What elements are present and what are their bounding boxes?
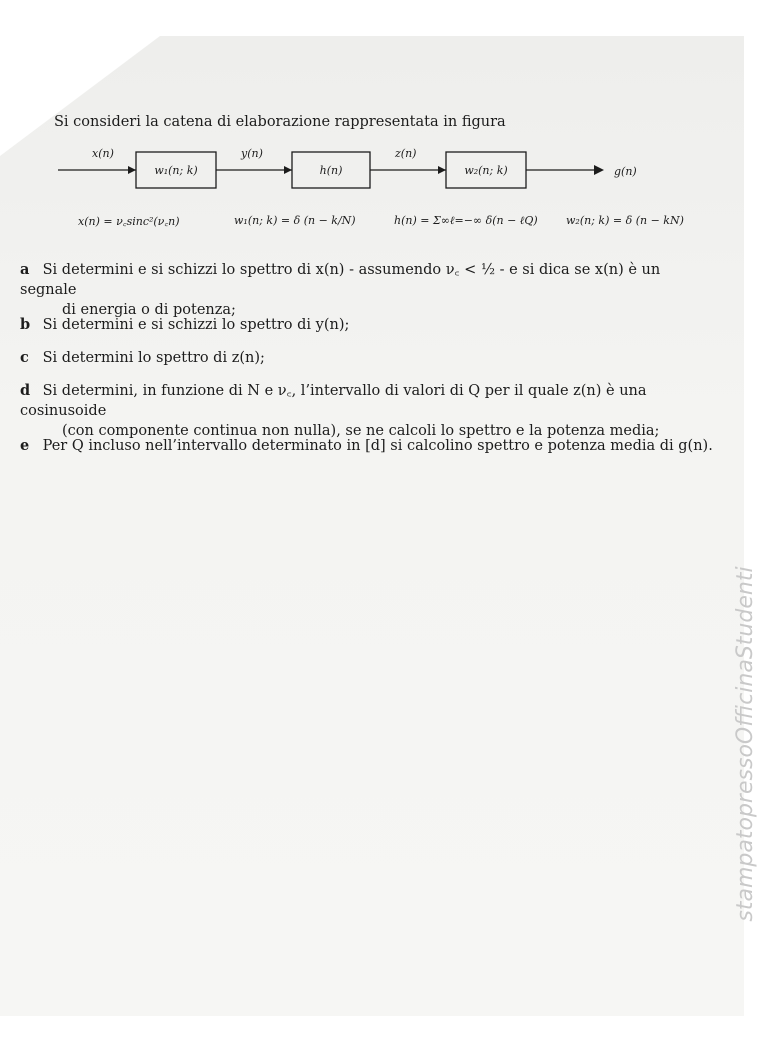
arrow-icon xyxy=(128,166,136,174)
question-text: Si determini lo spettro di z(n); xyxy=(42,350,265,366)
question-text-cont: di energia o di potenza; xyxy=(62,302,236,318)
def-w2: w₂(n; k) = δ (n − kN) xyxy=(566,214,684,227)
signal-z-label: z(n) xyxy=(395,147,417,160)
question-letter: e xyxy=(20,437,30,454)
question-letter: c xyxy=(20,349,29,366)
question-text: Si determini e si schizzi lo spettro di x(n) - assumendo ν꜀ < ½ - e si dica se x(n) è un segnale xyxy=(20,262,661,298)
question-c xyxy=(20,348,720,368)
signal-g-label: g(n) xyxy=(614,165,637,178)
question-a xyxy=(20,260,720,320)
question-e xyxy=(20,436,720,456)
question-text-cont: (con componente continua non nulla), se ne calcoli lo spettro e la potenza media; xyxy=(62,423,660,439)
def-x: x(n) = ν꜀sinc²(ν꜀n) xyxy=(78,215,180,228)
question-text: Si determini, in funzione di N e ν꜀, l’intervallo di valori di Q per il quale z(n) è una cosinusoide xyxy=(20,383,647,419)
question-letter: a xyxy=(20,261,30,278)
question-text: Per Q incluso nell’intervallo determinato in [d] si calcolino spettro e potenza media di g(n). xyxy=(42,438,713,454)
def-h: h(n) = Σ∞ℓ=−∞ δ(n − ℓQ) xyxy=(394,214,538,227)
watermark xyxy=(726,554,766,934)
watermark-part2: OfficinaStudenti xyxy=(733,566,758,745)
question-d xyxy=(20,381,720,441)
block-h-label: h(n) xyxy=(319,164,343,177)
arrow-icon xyxy=(594,165,604,175)
watermark-part1: stampatopresso xyxy=(733,744,758,922)
signal-x-label: x(n) xyxy=(92,147,114,160)
signal-y-label: y(n) xyxy=(241,147,263,160)
question-letter: b xyxy=(20,316,31,333)
arrow-icon xyxy=(284,166,292,174)
arrow-icon xyxy=(438,166,446,174)
question-b xyxy=(20,315,720,335)
block-w1-label: w₁(n; k) xyxy=(154,164,198,177)
block-w2-label: w₂(n; k) xyxy=(464,164,508,177)
intro-text: Si consideri la catena di elaborazione rappresentata in figura xyxy=(54,114,506,130)
question-text: Si determini e si schizzi lo spettro di y(n); xyxy=(42,317,350,333)
question-letter: d xyxy=(20,382,31,399)
def-w1: w₁(n; k) = δ (n − k/N) xyxy=(234,214,356,227)
